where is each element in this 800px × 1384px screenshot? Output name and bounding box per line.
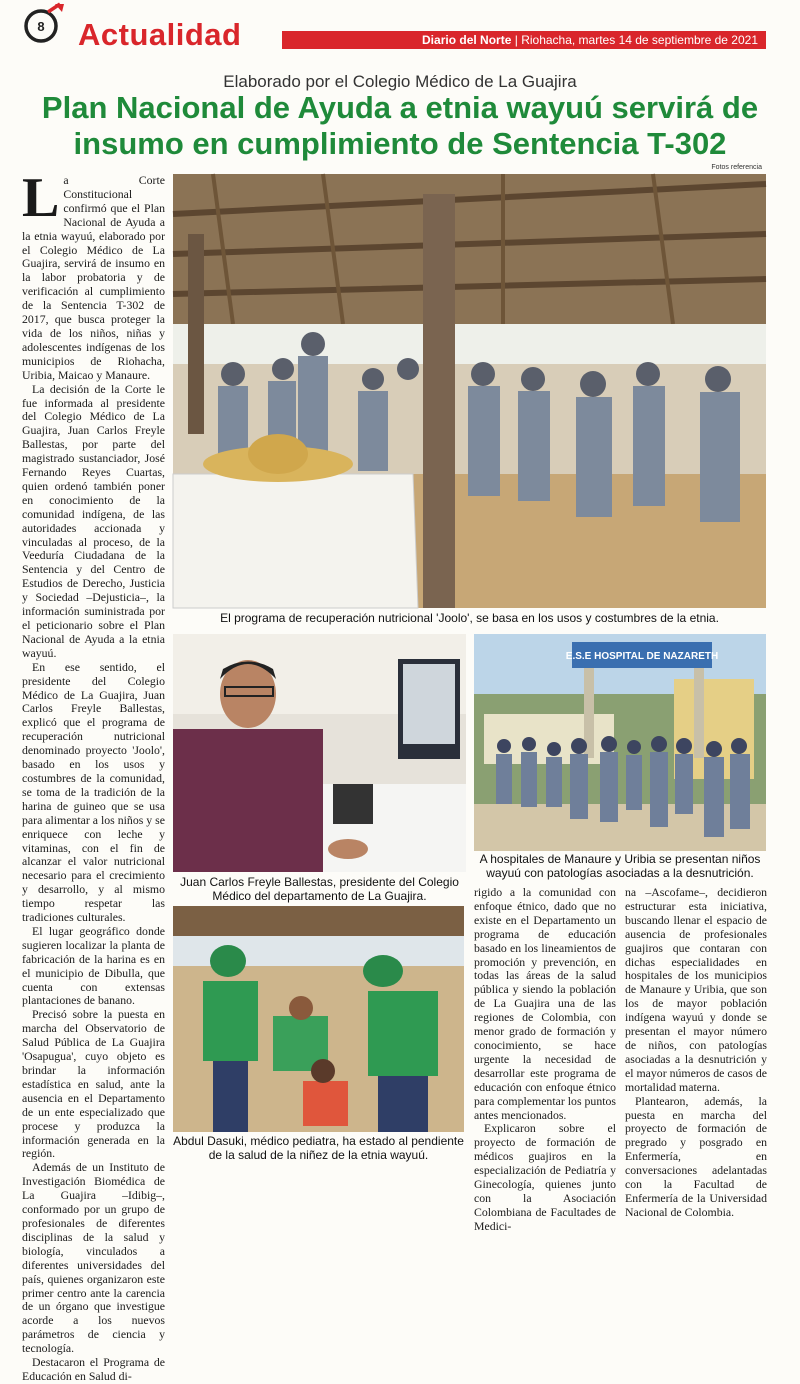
location-date: Riohacha, martes 14 de septiembre de 2021 <box>521 33 758 47</box>
main-photo-illustration <box>173 174 766 608</box>
paragraph: Destacaron el Programa de Educación en Salud di- <box>22 1355 165 1383</box>
paragraph: rigido a la comunidad con enfoque étnico, dado que no existe en el Departamento un programa de educación basado en los lineamientos de promoción y prevención, en todas las áreas de la salud pública y siendo la población de La Guajira una de las regiones de Colombia, con menor grado de formación y conocimiento, se hace urgente la necesidad de desarrollar este programa de educación con enfoque étnico para complementar los puntos antes mencionados. <box>474 885 616 1122</box>
paragraph: Además de un Instituto de Investigación Biomédica de La Guajira –Idibig–, conformado por un grupo de profesionales de diferentes disciplinas de la salud y biología, vinculados a diferentes universidades del país, quienes organizaron este primer centro ante la carencia de un órgano que investigue acorde a los nuevos parámetros de ciencia y tecnología. <box>22 1160 165 1356</box>
headline-line-2: insumo en cumplimiento de Sentencia T-302 <box>73 126 727 161</box>
caption-hospital-photo: A hospitales de Manaure y Uribia se presentan niños wayuú con patologías asociadas a la desnutrición. <box>479 852 761 880</box>
paragraph: na –Ascofame–, decidieron estructurar esta iniciativa, buscando llenar el espacio de ausencia de profesionales guajiros que contaran con dichas especialidades en hospitales de los municipios de Manaure y Uribia, que son los de mayor población indígena wayuú y donde se presentan el mayor número de niños, con patologías asociadas a la desnutrición y el mayor números de casos de mortalidad materna. <box>625 885 767 1094</box>
caption-pediatrician-photo: Abdul Dasuki, médico pediatra, ha estado al pendiente de la salud de la niñez de la etnia wayuú. <box>173 1134 464 1162</box>
hospital-sign-text: E.S.E HOSPITAL DE NAZARETH <box>565 651 719 662</box>
paragraph: Plantearon, además, la puesta en marcha del proyecto de formación de pregrado y posgrado en Enfermería, en conversaciones adelantadas con la Facultad de Enfermería de la Universidad Nacional de Colombia. <box>625 1093 767 1219</box>
caption-person-photo: Juan Carlos Freyle Ballestas, presidente del Colegio Médico del departamento de La Guajira. <box>180 875 459 903</box>
article-kicker: Elaborado por el Colegio Médico de La Guajira <box>223 72 577 91</box>
headline-line-1: Plan Nacional de Ayuda a etnia wayuú servirá de <box>41 90 759 125</box>
hospital-photo-illustration <box>474 634 766 851</box>
drop-cap: L <box>22 167 60 229</box>
main-photo-community-meeting <box>173 174 766 608</box>
paragraph: a Corte Constitucional confirmó que el Plan Nacional de Ayuda a la etnia wayuú, elaborado por el Colegio Médico de La Guajira, servirá de insumo en la labor probatoria y de verificación al cumplimiento de la Sentencia T-302 de 2017, que busca proteger la vida de los niños, niñas y adolescentes indígenas de los municipios de Riohacha, Uribia, Maicao y Manaure. <box>22 173 165 382</box>
paragraph: En ese sentido, el presidente del Colegio Médico de La Guajira, Juan Carlos Freyle Ballestas, explicó que el programa de recuperación nutricional denominado proyecto 'Joolo', basado en los usos y costumbres de la comunidad, se toma de la tradición de la harina de guineo que se usa para alimentar a los niños y se enriquece con leche y vitaminas, con el fin de alcanzar el valor nutricional necesario para el crecimiento y desarrollo, y al mismo tiempo respetar las tradiciones culturales. <box>22 659 165 925</box>
header-dateline <box>422 32 758 48</box>
header-bar <box>282 31 766 49</box>
photo-credit: Fotos referencia <box>711 164 762 171</box>
section-title: Actualidad <box>78 17 242 52</box>
photo-juan-carlos-freyle <box>173 634 466 872</box>
page-number: 8 <box>37 19 45 34</box>
article-column-2 <box>474 885 616 1233</box>
dateline-separator: | <box>514 33 518 47</box>
paragraph: La decisión de la Corte le fue informada al presidente del Colegio Médico de La Guajira, Juan Carlos Freyle Ballestas, por parte del magistrado sustanciador, José Fernando Reyes Cuartas, quien ordenó también poner en conocimiento de la comunidad indígena, de las autoridades accionada y vinculadas al proceso, de la Veeduría Ciudadana de la Sentencia y del Centro de Estudios de Derecho, Justicia y Sociedad –Dejusticia–, la información suministrada por el peticionario sobre el Plan Nacional de Ayuda a la etnia wayuú. <box>22 381 165 660</box>
page-number-badge <box>22 4 66 44</box>
photo-hospital-manaure <box>474 634 766 851</box>
caption-main-photo: El programa de recuperación nutricional 'Joolo', se basa en los usos y costumbres de la etnia. <box>220 611 719 625</box>
paragraph: El lugar geográfico donde sugieren localizar la planta de fabricación de la harina es en el municipio de Dibulla, que cuenta con extensas plantaciones de banano. <box>22 923 165 1008</box>
paragraph: Explicaron sobre el proyecto de formación de médicos guajiros en la especialización de Pediatría y Ginecología, quienes junto con la Asociación Colombiana de Facultades de Medici- <box>474 1121 616 1233</box>
photo-abdul-dasuki <box>173 906 464 1132</box>
person-photo-illustration <box>173 634 466 872</box>
article-column-3 <box>625 885 767 1219</box>
article-column-1 <box>22 167 165 1383</box>
newspaper-name: Diario del Norte <box>422 33 512 47</box>
article-headline <box>10 90 790 162</box>
pediatrician-photo-illustration <box>173 906 464 1132</box>
paragraph: Precisó sobre la puesta en marcha del Observatorio de Salud Pública de La Guajira 'Osapugua', cuyo objeto es brindar la información estadística en salud, ante la ausencia en el Departamento de un ente especializado que procese y produzca la información generada en la región. <box>22 1007 165 1161</box>
